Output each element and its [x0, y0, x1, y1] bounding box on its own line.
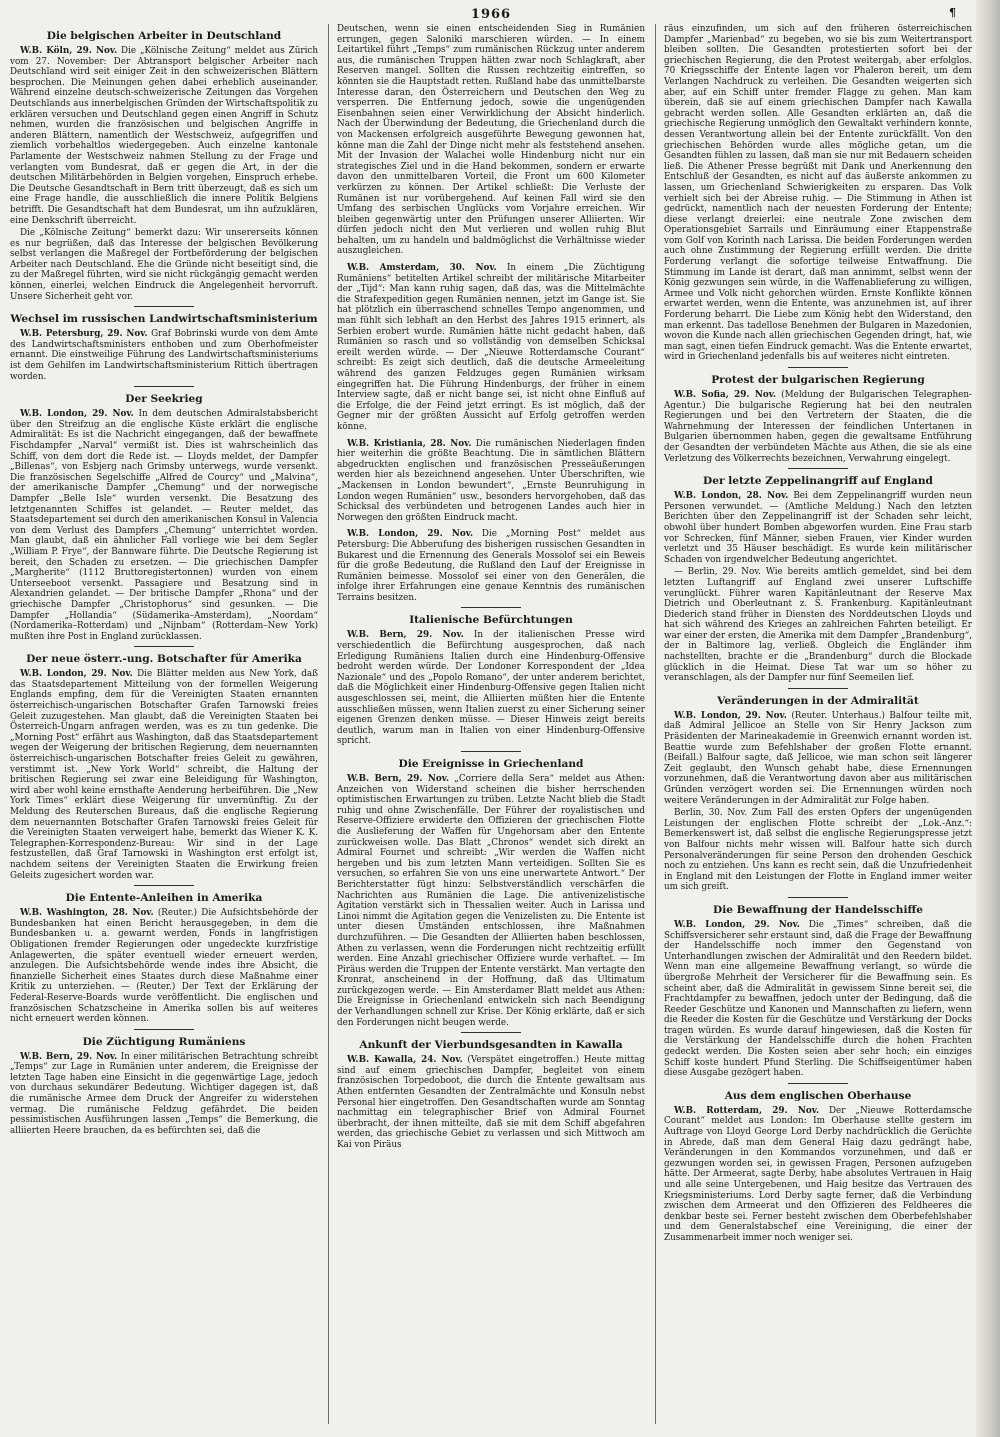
divider — [134, 306, 194, 307]
dateline: W.B. Kristiania, 28. Nov. — [347, 438, 472, 449]
article-body: W.B. Kawalla, 24. Nov. (Verspätet eingetroffen.) Heute mittag sind auf einem griechischen Dampfer, begleitet von einem französischen Torpedoboot, die durch die Entente gewaltsam aus Athen entfernten Gesandten der Zentralmächte und Konsuln nebst Personal hier eingetroffen. Den Gesandtschaften wurde am Sonntag nachmittag ein telegraphischer Brief von Admiral Fournet überbracht, der ihnen mitteilte, daß sie mit dem Schiff abgefahren werden, das griechische Gebiet zu verlassen und sich Mittwoch am Kai von Piräus — [337, 1055, 645, 1150]
dateline: W.B. Amsterdam, 30. Nov. — [347, 263, 497, 274]
dateline: W.B. Bern, 29. Nov. — [20, 1051, 118, 1062]
article-oberhaus — [664, 1090, 972, 1244]
article-italienische — [337, 614, 645, 752]
article-body: W.B. Bern, 29. Nov. In der italienischen Presse wird verschiedentlich die Befürchtung ausgesprochen, daß nach Erledigung Rumäniens Italien durch eine Hindenburg-Offensive bedroht werden würde. Der Londoner Korrespondent der „Idea Nazionale“ und des „Popolo Romano“, der unter anderem berichtet, daß die Möglichkeit einer Hindenburg-Offensive gegen Italien nicht ausgeschlossen sei, meint, die Alliierten müßten hier die Entente ausschließen müssen, wenn Italien zuerst zu einer Sicherung seiner eigenen Grenzen denken müsse. — Dieser Hinweis zeigt bereits deutlich, warum man in Italien von einer Hindenburg-Offensive spricht. — [337, 630, 645, 747]
page-edge-shadow — [976, 0, 1000, 1437]
page-number: 1966 — [470, 7, 512, 22]
article-continuation — [337, 24, 645, 257]
article-body: W.B. Bern, 29. Nov. „Corriere della Sera“ meldet aus Athen: Anzeichen von Widerstand scheinen die bisher herrschenden optimistischen Erwartungen zu trüben. Letzte Nacht blieb die Stadt ruhig und ohne Zwischenfälle. Der Führer der royalistischen und Reserve-Offiziere erwiderte den Offizieren der griechischen Flotte die Auslieferung der Waffen für Ungehorsam aber den Entente zurückweisen wolle. Das Blatt „Chronos“ wendet sich direkt an Admiral Fournet und schreibt: „Wir werden die Waffen nicht hergeben und bis zum letzten Mann verteidigen. Sollten Sie es versuchen, so erfahren Sie von uns eine unerwartete Antwort.“ Der Berichterstatter fügt hinzu: Selbstverständlich verschärfen die Nachrichten aus Rumänien die Lage. Die antivenizelistische Agitation verstärkt sich in Thessalien weiter. Auch in Larissa und Linoi nimmt die Agitation gegen die Venizelisten zu. Die Entente ist unter diesen Umständen entschlossen, ihre Maßnahmen durchzuführen. — Die Gesandten der Alliierten haben beschlossen, Athen zu verlassen, wenn die Forderungen nicht rechtzeitig erfüllt werden. Eine Anzahl griechischer Offiziere wurde verhaftet. — Im Piräus werden die Truppen der Entente verstärkt. Man vertagte den Kronrat, anscheinend in der Hoffnung, daß das Ultimatum zurückgezogen werde. — Ein Amsterdamer Blatt meldet aus Athen: Die Ereignisse in Griechenland entwickeln sich nach Beendigung der Verhandlungen schnell zur Krise. Der König erklärte, daß er sich den Forderungen nicht beugen werde. — [337, 774, 645, 1028]
article-title: Der Seekrieg — [125, 393, 203, 406]
columns — [10, 24, 972, 1424]
divider — [134, 646, 194, 647]
article-body: W.B. Sofia, 29. Nov. (Meldung der Bulgarischen Telegraphen-Agentur.) Die bulgarische Regierung hat bei den neutralen Regierungen und bei den Vertretern der Staaten, die die Wahrnehmung der Interessen der feindlichen Untertanen in Bulgarien übernommen haben, gegen die gewaltsame Entführung der Gesandten der verbündeten Mächte aus Athen, die sie als eine Verletzung des Völkerrechts bezeichnen, Verwahrung eingelegt. — [664, 390, 972, 464]
article-body: W.B. Bern, 29. Nov. In einer militärischen Betrachtung schreibt „Temps“ zur Lage in Rumänien unter anderem, die Ereignisse der letzten Tage haben eine Einsicht in die gegenwärtige Lage, jedoch von durchaus sekundärer Bedeutung. Wichtiger dagegen ist, daß die rumänische Armee dem Druck der Angreifer zu widerstehen vermag. Die rumänische Feldzug gefährdet. Die beiden pessimistischen Ausführungen lassen „Temps“ die Bemerkung, die alliierten Heere brauchen, da es befürchten sei, daß die — [10, 1051, 318, 1136]
article-zeppelin — [664, 475, 972, 689]
article-body: W.B. Amsterdam, 30. Nov. In einem „Die Züchtigung Rumäniens“ betitelten Artikel schreibt der militärische Mitarbeiter der „Tijd“: Man kann ruhig sagen, daß das, was die Mittelmächte die Strafexpedition gegen Rumänien nennen, jetzt im Gange ist. Sie hat plötzlich ein überraschend schnelles Tempo angenommen, und man fühlt sich lebhaft an den Herbst des Jahres 1915 erinnert, als Serbien erobert wurde. Rumänien hätte nicht gedacht haben, daß Rumänien so rasch und so vollständig von demselben Schicksal ereilt werden würde. — Der „Nieuwe Rotterdamsche Courant“ schreibt: Es zeigt sich deutlich, daß die deutsche Armeeleitung während des ganzen Feldzuges gegen Rumänien wirksam eingegriffen hat. Die Führung Hindenburgs, der früher in einem Interview sagte, daß er nicht bange sei, ist nicht ohne Einfluß auf die Erfolge, die der Feind jetzt erringt. Es ist möglich, daß der Gegner mir der größten Aussicht auf Erfolg getroffen werden könne. — [337, 263, 645, 432]
dateline: W.B. Sofia, 29. Nov. — [674, 390, 777, 400]
article-bewaffnung — [664, 904, 972, 1084]
article-protest — [664, 374, 972, 469]
column-2 — [328, 24, 645, 1424]
article-body: räus einzufinden, um sich auf den früheren österreichischen Dampfer „Marienbad“ zu begeben, wo sie bis zum Weitertransport bleiben sollten. Die Gesandten protestierten sofort bei der griechischen Regierung, die den Protest weitergab, aber erfolglos. 70 Kriegsschiffe der Entente lagen vor Phaleron bereit, um dem Verlangen Nachdruck zu verleihen. Die Gesandten weigerten sich aber, auf ein Schiff unter fremder Flagge zu gehen. Man kam überein, daß sie auf einem griechischen Dampfer nach Kawalla gebracht werden sollen. Alle Gesandten erklärten an, daß die griechische Regierung unmöglich den Gewaltakt verhindern konnte, dessen Verantwortung allein bei der Entente zurückfällt. Von den griechischen Behörden wurde alles mögliche getan, um die Gesandten fühlen zu lassen, daß man sie nur mit Bedauern scheiden ließ. Die Athener Presse begrüßt mit Dank und Anerkennung den Entschluß der Gesandten, es nicht auf das äußerste ankommen zu lassen, um Griechenland Schwierigkeiten zu ersparen. Das Volk verhielt sich bei der Abreise ruhig. — Die Stimmung in Athen ist gedrückt, namentlich nach der neuesten Forderung der Entente; diese verlangt dreierlei: eine neutrale Zone zwischen dem Operationsgebiet Sarrails und Einräumung einer Etappenstraße vom Golf von Korinth nach Larissa. Die beiden Forderungen werden auch ohne Zustimmung der Regierung erfüllt werden. Die dritte Forderung verlangt die sofortige teilweise Entwaffnung. Die Stimmung im Lande ist derart, daß man annimmt, selbst wenn der König gezwungen sein würde, in die Waffenablieferung zu willigen, Armee und Volk nicht gehorchen würden. Ernste Konflikte können erwartet werden, wenn die Entente, was anzunehmen ist, auf ihrer Forderung beharrt. Die Liebe zum König hebt den Widerstand, den man erkennt. Das tadellose Benehmen der Bulgaren in Mazedonien, wovon die Kunde nach allen griechischen Gegenden dringt, hat, wie man sagt, einen tiefen Eindruck gemacht. Was die Entente erwartet, wird in Griechenland jedenfalls bis auf weiteres nicht eintreten. — [664, 24, 972, 363]
article-body: Berlin, 30. Nov. Zum Fall des ersten Opfers der ungenügenden Leistungen der englischen Flotte schreibt der „Lok.-Anz.“: Bemerkenswert ist, daß selbst die englische Regierungspresse jetzt von Balfour nichts mehr wissen will. Balfour hatte sich durch Personalveränderungen für seine Person den drohenden Geschick noch zu entziehen. Uns kann es recht sein, daß die Unzufriedenheit in England mit den Leistungen der Flotte in England immer weiter um sich greift. — [664, 808, 972, 893]
article-title: Die Entente-Anleihen in Amerika — [65, 892, 263, 905]
article-body: W.B. London, 29. Nov. Die „Morning Post“ meldet aus Petersburg: Die Abberufung des bisherigen russischen Gesandten in Bukarest und die Ernennung des Generals Mossolof sei ein Beweis für die große Bedeutung, die Rußland den Lauf der Ereignisse in Rumänien beimesse. Mossolof sei einer von den Generälen, die infolge ihrer Erfahrungen eine genaue Kenntnis des rumänischen Terrains besitzen. — [337, 529, 645, 603]
article-body: W.B. Köln, 29. Nov. Die „Kölnische Zeitung“ meldet aus Zürich vom 27. November: Der Abtransport belgischer Arbeiter nach Deutschland wird seit einiger Zeit in den schweizerischen Blättern besprochen. Die Meinungen gehen dabei erheblich auseinander. Während einzelne deutsch-schweizerische Zeitungen das Vorgehen Deutschlands aus innerbelgischen Gründen der Wirtschaftspolitik zu erklären versuchen und Deutschland gegen einen Angriff in Schutz nehmen, wurden die französischen und belgischen Angriffe in anderen Blättern, namentlich der Westschweiz, aufgegriffen und ziemlich vorbehaltlos wiedergegeben. Auch einzelne kantonale Parlamente der Westschweiz nahmen Stellung zu der Frage und verlangten vom Bundesrat, daß er gegen die Art, in der die deutschen Militärbehörden in Belgien vorgehen, Einspruch erhebe. Die Deutsche Gesandtschaft in Bern tritt überzeugt, daß es sich um eine Frage handle, die ausschließlich die innere Politik Belgiens betrifft. Die Gesandtschaft hat dem Bundesrat, um ihn aufzuklären, eine Denkschrift überreicht. — [10, 46, 318, 226]
divider — [461, 607, 521, 608]
article-title: Die Züchtigung Rumäniens — [82, 1035, 246, 1048]
article-title: Ankunft der Vierbundsgesandten in Kawalla — [359, 1039, 623, 1052]
article-title: Die Bewaffnung der Handelsschiffe — [713, 903, 923, 916]
article-body: Deutschen, wenn sie einen entscheidenden Sieg in Rumänien errungen, gegen Saloniki marschieren würden. — In einem Leitartikel führt „Temps“ zum rumänischen Rückzug unter anderem aus, die rumänischen Truppen hätten zwar noch Schlagkraft, aber Reserven mangel. Sollten die Russen rechtzeitig eintreffen, so könnten sie die Hauptstadt retten. Rußland habe das unmittelbarste Interesse daran, den Österreichern und Deutschen den Weg zu versperren. Die Entfernung jedoch, sowie die ungenügenden Eisenbahnen seien einer Verwirklichung der Absicht hinderlich. Nach der Überwindung der Bedeutung, die Griechenland durch die von Mackensen erfolgreich ausgeführte Bewegung gewonnen hat, könne man die Zahl der Dinge nicht mehr als feststehend ansehen. Mit der Invasion der Walachei wolle Hindenburg nicht nur ein strategisches Ziel und in die Hand bekommen, sondern er erwarte davon den unmittelbaren Vorteil, die Front um 600 Kilometer verkürzen zu können. Der Artikel schließt: Die Verluste der Rumänen ist nur vorübergehend. Auf keinen Fall wird sie den Umfang des serbischen Unglücks vom Vorjahre erreichen. Wir bleiben gegenwärtig unter den Prüfungen unserer Alliierten. Wir dürfen jedoch nicht den Mut verlieren und wollen ruhig Blut behalten, um zu handeln und baldmöglichst die Verhältnisse wieder auszugleichen. — [337, 24, 645, 257]
corner-mark: ¶ — [949, 6, 956, 19]
article-amsterdam — [337, 263, 645, 433]
article-continuation — [664, 24, 972, 368]
article-title: Veränderungen in der Admiralität — [717, 694, 919, 707]
article-title: Der neue österr.-ung. Botschafter für Amerika — [26, 653, 302, 666]
article-title: Italienische Befürchtungen — [409, 614, 573, 627]
article-title: Protest der bulgarischen Regierung — [711, 374, 925, 386]
article-entente-anleihen — [10, 892, 318, 1030]
divider — [461, 751, 521, 752]
dateline: W.B. Kawalla, 24. Nov. — [347, 1055, 463, 1066]
divider — [134, 1029, 194, 1030]
article-admiralitaet — [664, 695, 972, 898]
dateline: W.B. Rotterdam, 29. Nov. — [674, 1105, 820, 1116]
article-body: W.B. London, 28. Nov. Bei dem Zeppelinangriff wurden neun Personen verwundet. — (Amtliche Meldung.) Nach den letzten Berichten über den Zeppelinangriff ist der Schaden sehr leicht, obwohl über hundert Bomben abgeworfen wurden. Eine Frau starb vor Schrecken, fünf Männer, sieben Frauen, vier Kinder wurden verletzt und 35 Häuser beschädigt. Es wurde kein militärischer Schaden von irgendwelcher Bedeutung angerichtet. — [664, 491, 972, 565]
article-belgische-arbeiter — [10, 30, 318, 307]
column-3 — [655, 24, 972, 1424]
article-body: W.B. London, 29. Nov. Die „Times“ schreiben, daß die Schiffsversicherer sehr erstaunt sind, daß die Frage der Bewaffnung der Handelsschiffe noch immer den Gegenstand von Unterhandlungen zwischen der Admiralität und den Reedern bildet. Wenn man eine allgemeine Bewaffnung verlangt, so würde die übergroße Mehrheit der Versicherer für die Bewaffnung sein. Es scheint aber, daß die Admiralität in gewissem Sinne bereit sei, die Frachtdampfer zu bewaffnen, jedoch unter der Bedingung, daß die Reeder Geschütze und Kanonen und Mannschaften zu liefern, wenn die Reeder die Kosten für die Geschütze und Verstärkung der Docks tragen würden. Es wurde darauf hingewiesen, daß die Kosten für die Verstärkung der Handelsschiffe durch die hohen Frachten gedeckt werden. Die Kosten seien aber sehr hoch; ein einziges Schiff koste hundert Pfund Sterling. Die Schiffseigentümer haben diese Ausgabe gezögert haben. — [664, 919, 972, 1079]
article-title: Der letzte Zeppelinangriff auf England — [703, 475, 933, 488]
article-london — [337, 529, 645, 608]
article-body: W.B. London, 29. Nov. In dem deutschen Admiralstabsbericht über den Streifzug an die englische Küste erklärt die englische Admiralität: Es ist die Nachricht eingegangen, daß der bewaffnete Fischdampfer „Narval“ vermißt ist. Dies ist wahrscheinlich das Schiff, von dem dort die Rede ist. — Lloyds meldet, der Dampfer „Billenas“, von Esbjerg nach Grimsby unterwegs, wurde versenkt. Die französischen Segelschiffe „Alfred de Courcy“ und „Malvina“, der amerikanische Dampfer „Chemung“ und der norwegische Dampfer „Belle Isle“ wurden versenkt. Die Besatzung des letztgenannten Schiffes ist gelandet. — Reuter meldet, das Staatsdepartement sei durch den amerikanischen Konsul in Valencia von dem Verlust des Dampfers „Chemung“ unterrichtet worden. Man glaubt, daß ein ähnlicher Fall vorliege wie bei dem Segler „William P. Frye“, der Bannware führte. Die Deutsche Regierung ist bereit, den Schaden zu ersetzen. — Die griechischen Dampfer „Margherite“ (1112 Bruttoregistertonnen) wurden von einem Unterseeboot versenkt. Passagiere und Besatzung sind in Alexandrien gelandet. — Der britische Dampfer „Rhona“ und der griechische Dampfer „Christophorus“ sind gesunken. — Die Dampfer „Hollandia“ (Südamerika–Amsterdam), „Noordam“ (Nordamerika–Rotterdam) und „Nijnbam“ (Rotterdam–New York) mußten ihre Post in England zurücklassen. — [10, 409, 318, 642]
article-body: Die „Kölnische Zeitung“ bemerkt dazu: Wir unsererseits können es nur begrüßen, daß das Interesse der belgischen Bevölkerung selbst verlangen die Maßregel der Fortbeförderung der belgischen Arbeiter nach Deutschland. Ehe die Gründe nicht beseitigt sind, die zu der Maßregel führten, wird sie nicht rückgängig gemacht werden können, einerlei, welchen Eindruck die Angelegenheit hervorruft. Unsere Sicherheit geht vor. — [10, 228, 318, 302]
column-1 — [10, 24, 318, 1424]
dateline: W.B. Bern, 29. Nov. — [347, 774, 450, 784]
divider — [788, 688, 848, 689]
article-griechenland — [337, 758, 645, 1033]
article-title: Wechsel im russischen Landwirtschaftsministerium — [10, 313, 318, 326]
article-zuechtigung — [10, 1036, 318, 1137]
article-body: W.B. Rotterdam, 29. Nov. Der „Nieuwe Rotterdamsche Courant“ meldet aus London: Im Oberhause stellte gestern im Auftrage von Lloyd George Lord Derby nachdrücklich die Gerüchte in Abrede, daß man dem General Haig dazu gedrängt habe, Veränderungen in den Kommandos vorzunehmen, und daß er gezwungen worden sei, in gewissen Fragen, Personen aufzugeben hätte. Der Armeerat, sagte Derby, habe absolutes Vertrauen in Haig und alle seine Untergebenen, und Haig besitze das Vertrauen des Kriegsministeriums. Lord Derby sagte ferner, daß die Verbindung zwischen dem Armeerat und den Offizieren des Feldheeres die denkbar beste sei. Ferner besteht zwischen dem Oberbefehlshaber und dem Generalstabschef eine Vereinigung, die einer der Zusammenarbeit immer noch weniger sei. — [664, 1105, 972, 1243]
divider — [788, 897, 848, 898]
article-title: Aus dem englischen Oberhause — [724, 1089, 912, 1102]
article-botschafter — [10, 653, 318, 886]
article-body: W.B. London, 29. Nov. Die Blätter melden aus New York, daß das Staatsdepartement Mitteilung von der formellen Weigerung Englands empfing, dem für die Vereinigten Staaten ernannten österreichisch-ungarischen Botschafter Grafen Tarnowski freies Geleit zuzugestehen. Man glaubt, daß die Vereinigten Staaten bei Österreich-Ungarn anfragen werden, was es zu tun gedenke. Die „Morning Post“ erfährt aus Washington, daß das Staatsdepartement wegen der Weigerung der britischen Regierung, dem neuernannten österreichisch-ungarischen Botschafter freies Geleit zu gewähren, verstimmt ist. „New York World“ schreibt, die Haltung der britischen Regierung sei zwar eine Beleidigung für Washington, wird aber wohl keine ernsthafte Aenderung herbeiführen. Die „New York Times“ erklärt diese Weigerung für unvernünftig. Zu der Meldung des Reuterschen Bureaus, daß die englische Regierung dem neuernannten Botschafter Grafen Tarnowski freies Geleit für die Vereinigten Staaten verweigert habe, bemerkt das Wiener K. K. Telegraphen-Korrespondenz-Bureau: Wir sind in der Lage festzustellen, daß Graf Tarnowski in Washington erst erfolgt ist, nachdem seitens der Vereinigten Staaten die Erwirkung freien Geleits zugesichert worden war. — [10, 669, 318, 881]
article-body: — Berlin, 29. Nov. Wie bereits amtlich gemeldet, sind bei dem letzten Luftangriff auf England zwei unserer Luftschiffe verunglückt. Führer waren Kapitänleutnant der Reserve Max Dietrich und Oberleutnant z. S. Frankenburg. Kapitänleutnant Diederich stand früher in Diensten des Norddeutschen Lloyds und hat sich während des Krieges an zahlreichen Fahrten beteiligt. Er war einer der ersten, die Amerika mit dem Dampfer „Brandenburg“, der in Baltimore lag, verließ. Obgleich die Engländer ihm nachstellten, brachte er die „Brandenburg“ durch die Blockade glücklich in die Heimat. Diese Tat war um so höher zu veranschlagen, als der Dampfer nur fünf Seemeilen lief. — [664, 567, 972, 684]
dateline: W.B. London, 28. Nov. — [674, 491, 789, 502]
article-title: Die belgischen Arbeiter in Deutschland — [46, 30, 282, 42]
divider — [134, 885, 194, 886]
divider — [461, 1032, 521, 1033]
divider — [788, 1083, 848, 1084]
article-title: Die Ereignisse in Griechenland — [398, 758, 584, 770]
divider — [788, 468, 848, 469]
article-body: W.B. Petersburg, 29. Nov. Graf Bobrinski wurde von dem Amte des Landwirtschaftsministers enthoben und zum Oberhofmeister ernannt. Die einstweilige Führung des Landwirtschaftsministeriums ist dem Gehilfen im Landwirtschaftsministerium Rittich übertragen worden. — [10, 329, 318, 382]
article-wechsel — [10, 313, 318, 387]
dateline: W.B. London, 29. Nov. — [674, 710, 787, 721]
dateline: W.B. Washington, 28. Nov. — [20, 908, 154, 919]
dateline: W.B. Bern, 29. Nov. — [347, 630, 464, 641]
dateline: W.B. Köln, 29. Nov. — [20, 46, 118, 56]
article-kawalla — [337, 1039, 645, 1150]
article-kristiania — [337, 439, 645, 524]
dateline: W.B. London, 29. Nov. — [674, 919, 800, 930]
dateline: W.B. London, 29. Nov. — [20, 409, 134, 420]
article-body: W.B. London, 29. Nov. (Reuter. Unterhaus.) Balfour teilte mit, daß Admiral Jellicoe an Stelle von Sir Henry Jackson zum Präsidenten der Marineakademie in Greenwich ernannt worden ist. Beattie wurde zum Befehlshaber der großen Flotte ernannt. (Beifall.) Balfour sagte, daß Jellicoe, wie man schon seit längerer Zeit geglaubt, den Wunsch gehabt habe, diese Ernennungen vorzunehmen, daß die Verantwortung davon aber aus militärischen Gründen verzögert worden sei. Die Ernennungen würden noch weitere Veränderungen in der Admiralität zur Folge haben. — [664, 710, 972, 806]
dateline: W.B. London, 29. Nov. — [347, 529, 474, 540]
divider — [134, 386, 194, 387]
dateline: W.B. London, 29. Nov. — [20, 669, 133, 680]
article-seekrieg — [10, 393, 318, 647]
divider — [788, 367, 848, 368]
article-body: W.B. Kristiania, 28. Nov. Die rumänischen Niederlagen finden hier weiterhin die größte Beachtung. Die in sämtlichen Blättern abgedruckten englischen und französischen Presseäußerungen werden hier als bezeichnend angesehen. Unter Überschriften, wie „Mackensen in London bewundert“, „Ernste Beunruhigung in London wegen Rumänien“ usw., besonders hervorgehoben, daß das Schicksal des verbündeten und betrogenen Landes auch hier in Norwegen den größten Eindruck macht. — [337, 438, 645, 523]
dateline: W.B. Petersburg, 29. Nov. — [20, 329, 148, 340]
article-body: W.B. Washington, 28. Nov. (Reuter.) Die Aufsichtsbehörde der Bundesbanken hat einen Bericht herausgegeben, in dem die Bundesbanken u. a. gewarnt werden, Fonds in langfristigen Obligationen fremder Regierungen oder ungedeckte kurzfristige Anlagewerten, die später eventuell wieder erneuert werden, anzulegen. Die Aufsichtsbehörde wende indes ihre Absicht, die finanzielle Sicherheit eines Staates durch diese Maßnahme einer Kritik zu unterziehen. — (Reuter.) Der Text der Erklärung der Federal-Reserve-Boards wurde veröffentlicht. Die englischen und französischen Schatzscheine in Amerika sollen bis auf weiteres nicht erneuert werden können. — [10, 908, 318, 1025]
